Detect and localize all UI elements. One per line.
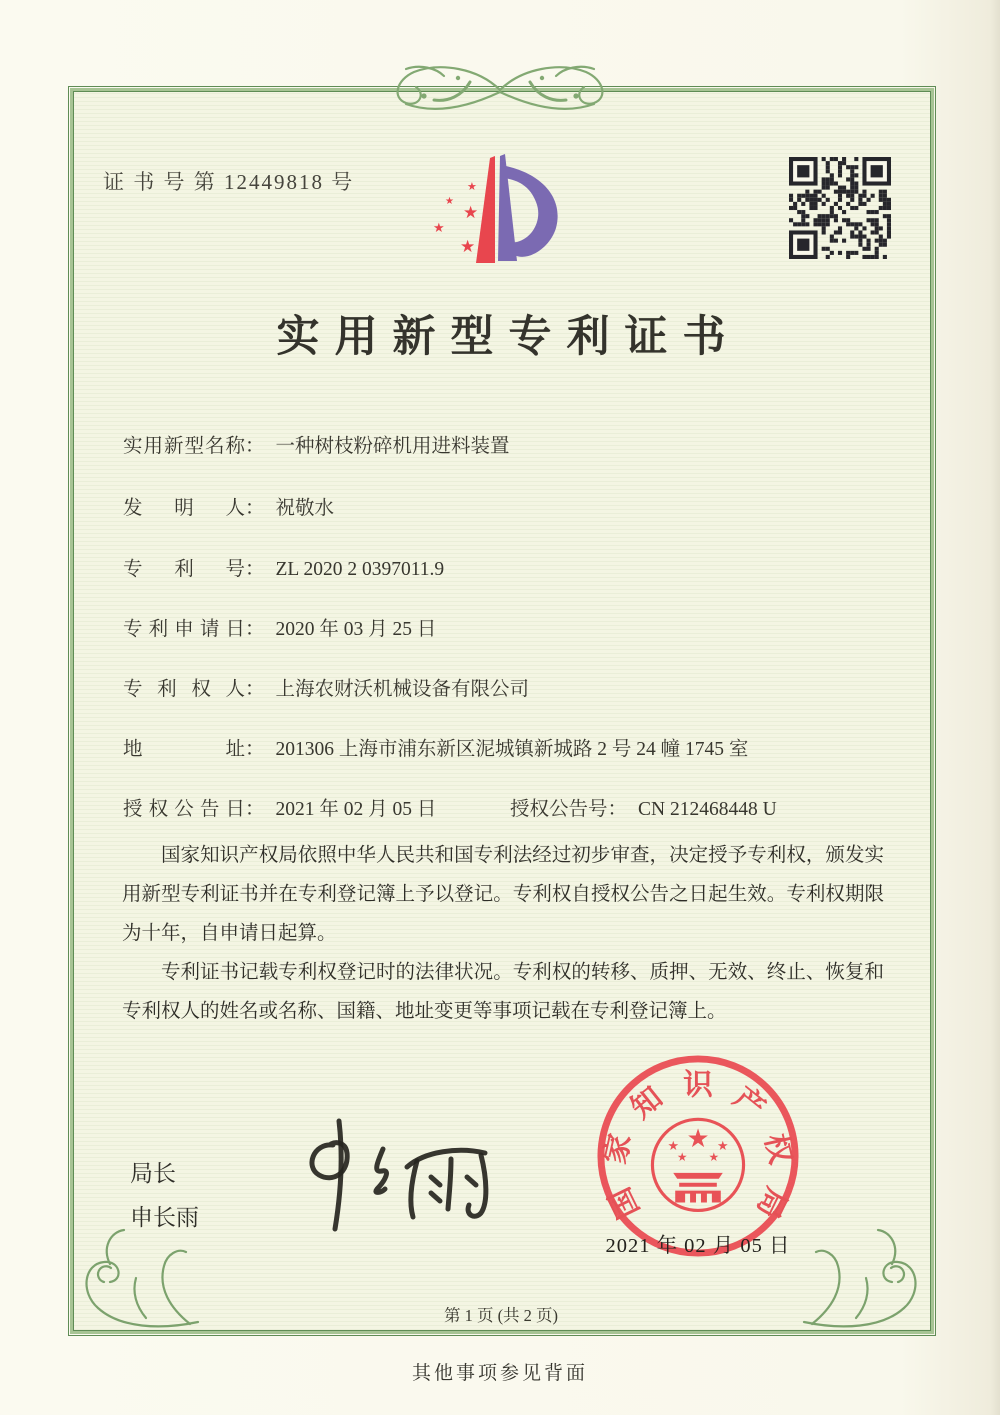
certificate-title: 实用新型专利证书: [276, 314, 741, 361]
field-label: 授权公告日: [123, 799, 245, 820]
field-label: 地址: [123, 739, 245, 760]
svg-text:★: ★: [460, 237, 476, 257]
field-filing-date: [123, 613, 893, 643]
field-value: 上海农财沃机械设备有限公司: [275, 679, 530, 700]
svg-text:★: ★: [467, 180, 477, 193]
field-patentee: [123, 673, 893, 703]
field-label: 专利权人: [123, 679, 245, 700]
colon: ：: [245, 559, 265, 580]
legal-paragraph-2: 专利证书记载专利权登记时的法律状况。专利权的转移、质押、无效、终止、恢复和专利权人的姓名或名称、国籍、地址变更等事项记载在专利登记簿上。: [122, 962, 884, 1022]
colon: ：: [245, 619, 265, 640]
cnipa-logo-icon: [418, 140, 588, 290]
field-value: 祝敬水: [275, 498, 335, 519]
svg-text:权: 权: [758, 1131, 797, 1168]
qr-code: [789, 157, 891, 259]
field-value: CN 212468448 U: [638, 799, 777, 820]
national-emblem-icon: [652, 1119, 743, 1210]
svg-text:★: ★: [667, 1139, 680, 1155]
field-grant-announcement: [123, 793, 893, 823]
colon: ：: [245, 498, 265, 519]
field-grant-number: [510, 793, 777, 821]
svg-text:★: ★: [708, 1149, 720, 1164]
svg-text:★: ★: [445, 196, 454, 207]
svg-text:产: 产: [727, 1081, 771, 1126]
colon: ：: [245, 679, 265, 700]
seal-date: 2021 年 02 月 05 日: [605, 1235, 791, 1257]
back-side-note: 其他事项参见背面: [411, 1363, 588, 1384]
svg-text:★: ★: [676, 1149, 688, 1164]
svg-text:家: 家: [599, 1131, 638, 1168]
svg-text:知: 知: [625, 1081, 669, 1126]
field-utility-model-name: [123, 430, 893, 460]
field-value: 一种树枝粉碎机用进料装置: [275, 436, 510, 457]
field-address: [123, 733, 893, 763]
field-label: 实用新型名称: [123, 436, 245, 457]
svg-text:★: ★: [716, 1139, 729, 1155]
colon: ：: [245, 739, 265, 760]
field-label: 专利号: [123, 559, 245, 580]
legal-paragraph-1: 国家知识产权局依照中华人民共和国专利法经过初步审查，决定授予专利权，颁发实用新型专利证书并在专利登记簿上予以登记。专利权自授权公告之日起生效。专利权期限为十年，自申请日起算。: [122, 845, 884, 944]
director-signature: [255, 1115, 505, 1235]
field-value: 2021 年 02 月 05 日: [275, 799, 437, 820]
signatory-title: 局长: [130, 1161, 176, 1186]
signatory-block: [130, 1152, 199, 1240]
colon: ：: [245, 799, 265, 820]
svg-text:★: ★: [686, 1124, 710, 1155]
svg-text:识: 识: [683, 1069, 713, 1102]
page-number: 第 1 页 (共 2 页): [443, 1306, 559, 1325]
legal-body-text: [122, 836, 884, 1031]
field-label: 授权公告号: [510, 799, 608, 820]
field-inventor: [123, 492, 893, 522]
field-patent-number: [123, 553, 893, 583]
svg-text:★: ★: [463, 203, 479, 223]
colon: ：: [245, 436, 265, 457]
svg-text:★: ★: [433, 221, 445, 236]
field-value: 2020 年 03 月 25 日: [275, 619, 437, 640]
signatory-name: 申长雨: [130, 1205, 199, 1230]
svg-text:局: 局: [750, 1182, 792, 1223]
field-label: 专利申请日: [123, 619, 245, 640]
field-value: 201306 上海市浦东新区泥城镇新城路 2 号 24 幢 1745 室: [275, 739, 749, 760]
field-label: 发明人: [123, 498, 245, 519]
certificate-number: 证 书 号 第 12449818 号: [103, 170, 355, 194]
colon: ：: [607, 799, 628, 820]
field-value: ZL 2020 2 0397011.9: [275, 559, 445, 580]
svg-text:国: 国: [604, 1182, 646, 1223]
